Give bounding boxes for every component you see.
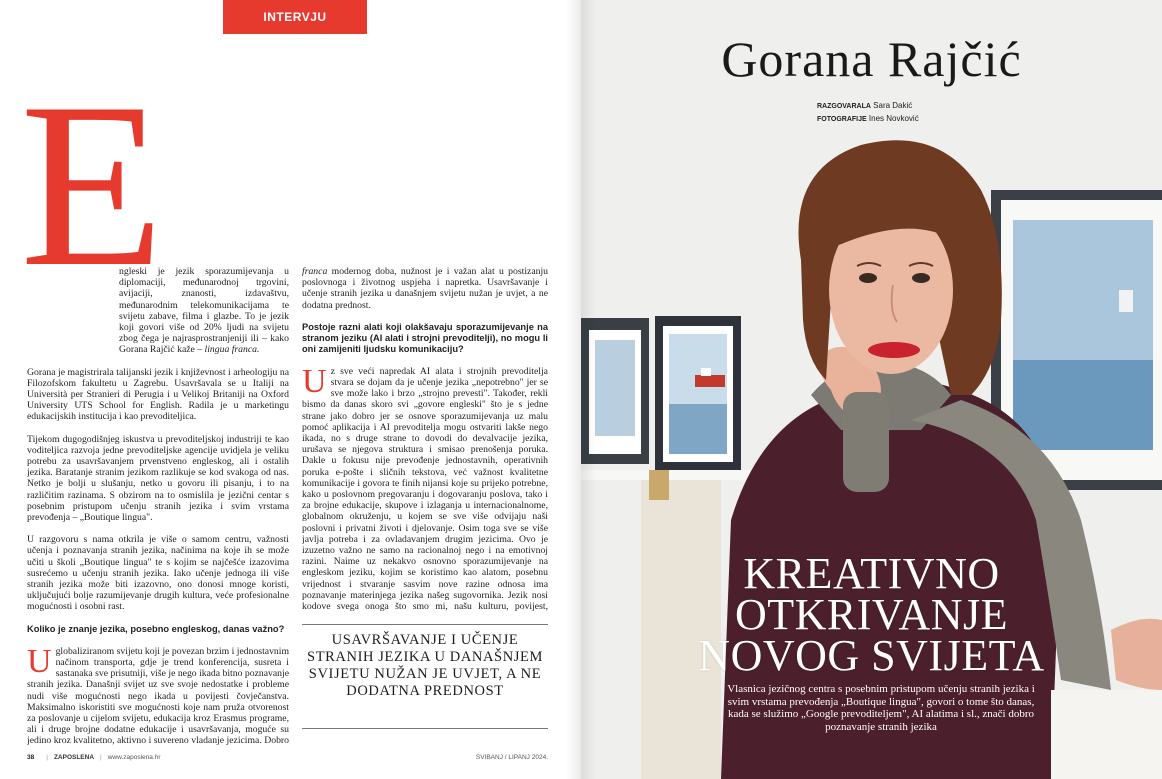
question-2: Postoje razni alati koji olakšavaju sporazumijevanje na stranom jeziku (AI alati i strojni prevoditelji), no mogu li oni zamijeniti ljudsku komunikaciju?	[302, 321, 548, 354]
credit-interviewer	[817, 100, 1017, 113]
continuation-italic: franca	[302, 266, 328, 277]
intro-paragraph: ngleski je jezik sporazumijevanja u diplomaciji, međunarodnoj trgovini, avijaciji, znanosti, izdavaštvu, međunarodnim telekomunikacijama te svijetu zabave, filma i glazbe. To je jezik koji govori više od 20% ljudi na svijetu zbog čega je najrasprostranjeniji ili – kako Gorana Rajčić kaže –	[119, 266, 289, 356]
answer-1	[27, 642, 289, 746]
boat-illustration	[695, 375, 725, 387]
headline-line-1: KREATIVNO	[743, 549, 1000, 598]
answer-2-drop-cap: U	[302, 362, 327, 400]
footer-url: www.zaposlena.hr	[107, 753, 161, 761]
credit-label-interviewer: RAZGOVARALA	[817, 103, 871, 110]
pull-quote: USAVRŠAVANJE I UČENJE STRANIH JEZIKA U DANAŠNJEM SVIJETU NUŽAN JE UVJET, A NE DODATNA PREDNOST	[307, 632, 543, 699]
continuation-text: modernog doba, nužnost je i važan alat u postizanju poslovnoga i životnog uspjeha i napretka. Usavršavanje i učenje stranih jezika u današnjem svijetu nužan je uvjet, a ne dodatna prednost.	[302, 266, 548, 311]
bio-paragraph: Gorana je magistrirala talijanski jezik i književnost i arheologiju na Filozofskom fakultetu u Zagrebu. Usavršavala se u Italiji na Università per Stranieri di Perugia i u Velikoj Britaniji na Oxford University UTS School for English. Radila je u marketingu edukacijskih institucija i kao prevoditeljica.	[27, 366, 289, 423]
continuation-paragraph	[302, 266, 548, 311]
footer-brand: ZAPOSLENA	[53, 753, 95, 761]
headline-line-2: OTKRIVANJE	[734, 590, 1009, 639]
credit-value-interviewer: Sara Dakić	[873, 101, 913, 110]
standfirst: Vlasnica jezičnog centra s posebnim pristupom učenju stranih jezika i svim vrstama prevođenja „Boutique lingua", govori o tome što danas, kada se služimo „Google prevoditeljem", AI alatima i sl., znači dobro poznavanje stranih jezika	[727, 683, 1035, 733]
page-number: 38	[27, 753, 35, 761]
background-paragraph: Tijekom dugogodišnjeg iskustva u prevoditeljskoj industriji te kao voditeljica razvoja jedne prevoditeljske agencije uvidjela je veliku potrebu za usavršavanjem prvenstveno engleskog, ali i ostalih jezika. Baratanje stranim jezikom razlikuje se kod svakoga od nas. Netko je bolji u slušanju, netko u govoru ili pisanju, i to na različitim razinama. S obzirom na to osmislila je jezični centar s posebnim pristupom učenju stranih jezika i svim vrstama prevođenja – „Boutique lingua".	[27, 433, 289, 524]
lips	[868, 342, 920, 358]
article-column-2	[302, 266, 548, 612]
headline-line-3: NOVOG SVIJETA	[698, 631, 1045, 680]
right-page	[581, 0, 1162, 779]
answer-2	[302, 362, 548, 612]
credit-label-photographer: FOTOGRAFIJE	[817, 116, 867, 123]
context-paragraph: U razgovoru s nama otkrila je više o samom centru, važnosti učenja i poznavanja stranih jezika, načinima na koje ih se može učiti u školi „Boutique lingua" te s kojim se najčešće izazovima susrećemo u učenju stranih jezika. Iako učenje jednoga ili više stranih jezika može biti izazovno, ono donosi mnoge koristi, uključujući bolje razumijevanje drugih kultura, veće profesionalne mogućnosti i osobni rast.	[27, 534, 289, 613]
footer-separator: |	[46, 753, 48, 761]
question-1: Koliko je znanje jezika, posebno engleskog, danas važno?	[27, 623, 285, 634]
credit-value-photographer: Ines Novković	[868, 114, 919, 123]
article-column-1	[27, 266, 289, 746]
credit-photographer	[817, 113, 1017, 126]
drop-cap-e: E	[20, 55, 165, 316]
pullquote-bottom-rule	[302, 728, 548, 729]
interviewee-name: Gorana Rajčić	[721, 31, 1022, 87]
answer-1-drop-cap: U	[27, 642, 52, 680]
intro-italic: lingua franca.	[204, 344, 260, 356]
pullquote-top-rule	[302, 624, 548, 625]
answer-1-text: globaliziranom svijetu koji je povezan brzim i jednostavnim načinom transporta, gdje je trend konferencija, susreta i sastanaka sve prisutniji, više je nego ikada bitno poznavanje stranih jezika. Današnji svijet uz sve svoje nedostatke i probleme nudi više mogućnosti nego ikada u povijesti čovječanstva. Maksimalno iskoristiti sve mogućnosti koje nam pruža otvorenost za poslovanje u cijelom svijetu, edukacija kroz Erasmus programe, ali i druge brojne dodatne edukacije i usavršavanja, moguće su jedino kroz kvalitetno, aktivno i suvereno vladanje jezicima. Dobro	[27, 645, 289, 746]
issue-date: SVIBANJ / LIPANJ 2024.	[475, 753, 548, 761]
intro-paragraph-start	[27, 266, 289, 356]
answer-2-text: z sve veći napredak AI alata i strojnih prevoditelja stvara se dojam da je učenje jezika „nepotrebno" jer se sve može lako i brzo „strojno prevesti". Također, rekli bismo da danas skoro svi „govore engleski" što je s jedne strane jako dobro jer se osnove sporazumijevanja uz malu pomoć aplikacija i AI prevoditelja mogu ostvariti lakše nego ikada, no s druge strane to dovodi do devalvacije jezika, urušava se njegova struktura i smisao prenošenja poruka. Dakle u fokusu nije prevođenje jednostavnih, operativnih poruka e-pošte i sličnih tekstova, već važnost kvalitetne komunikacije i govora te finih nijansi koje su prijeko potrebne, kako u poslovnom pregovaranju i dogovaranju poslova, tako i za brojne edukacije, skupove i izlaganja u internacionalnome, globalnom okruženju, u kojem se sve više odvijaju naši poslovni i privatni životi i djelovanje. Osim toga sve se više javlja potreba i za ovladavanjem drugim jezicima. Ovo je izuzetno važno ne samo na racionalnoj nego i na emotivnoj razini. Naime uz nekakvo osnovno sporazumijevanje na engleskom jeziku, kojim se koristimo kao alatom, posebnu vrijednost i stvaranje sasvim nove razine odnosa ima poznavanje materinjega jezika našeg sugovornika. Jezik nosi kodove svega onoga što smo mi, našu kulturu, povijest,	[302, 365, 548, 612]
headline	[581, 549, 1162, 680]
credits	[817, 100, 1017, 126]
footer-separator: |	[100, 753, 102, 761]
section-tab: INTERVJU	[223, 0, 367, 34]
page-footer	[27, 751, 548, 763]
